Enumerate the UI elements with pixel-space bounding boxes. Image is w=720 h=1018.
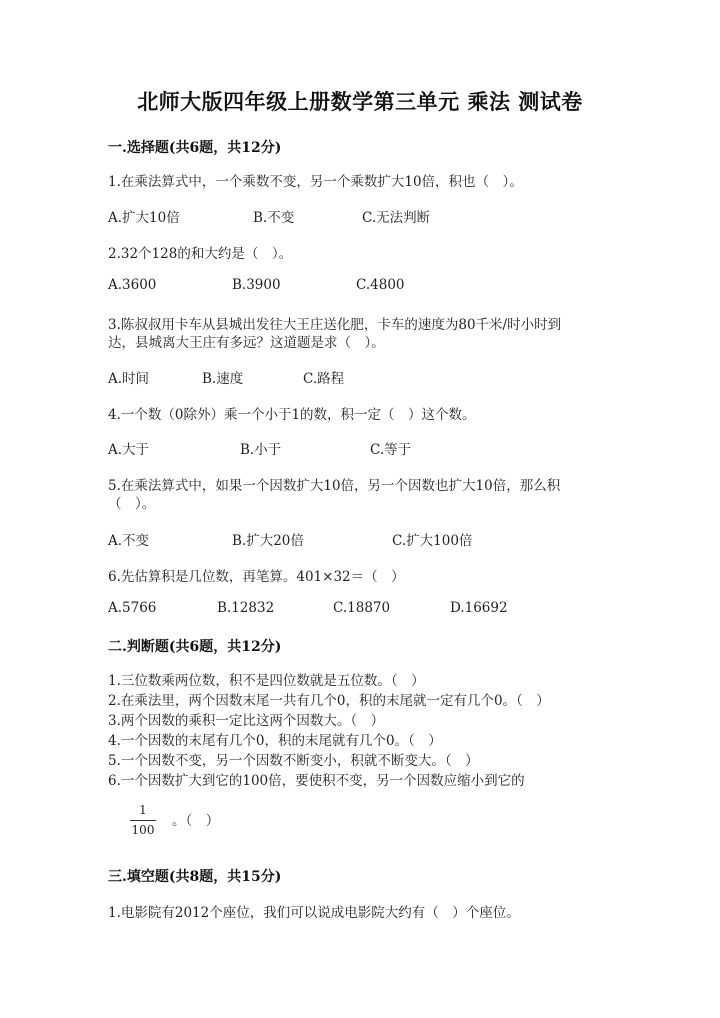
fraction-bar [130, 820, 156, 821]
question-4-option-c: C.等于 [370, 442, 412, 458]
question-5-text-line2: （ ）。 [108, 496, 156, 512]
judgement-item-6: 6.一个因数扩大到它的100倍，要使积不变，另一个因数应缩小到它的 [108, 773, 525, 789]
question-5-option-a: A.不变 [108, 533, 150, 549]
fraction-one-hundredth [130, 803, 156, 838]
question-3-text-line2: 达，县城离大王庄有多远？这道题是求（ ）。 [108, 335, 385, 351]
question-1-option-b: B.不变 [253, 210, 295, 226]
question-3-option-b: B.速度 [202, 371, 244, 387]
question-3-option-c: C.路程 [303, 371, 345, 387]
section-heading-fill-blank: 三.填空题(共8题，共15分) [108, 869, 282, 885]
question-3-option-a: A.时间 [108, 371, 150, 387]
question-2-text: 2.32个128的和大约是（ ）。 [108, 246, 293, 262]
question-1-option-a: A.扩大10倍 [108, 210, 180, 226]
question-6-option-b: B.12832 [217, 600, 275, 616]
question-6-option-d: D.16692 [450, 600, 508, 616]
judgement-item-4: 4.一个因数的末尾有几个0，积的末尾就有几个0。（ ） [108, 733, 442, 749]
question-5-option-c: C.扩大100倍 [392, 533, 473, 549]
fraction-numerator: 1 [139, 803, 147, 817]
fraction-denominator: 100 [131, 823, 155, 837]
judgement-item-1: 1.三位数乘两位数，积不是四位数就是五位数。（ ） [108, 673, 425, 689]
judgement-item-2: 2.在乘法里，两个因数末尾一共有几个0，积的末尾就一定有几个0。（ ） [108, 693, 550, 709]
question-2-option-a: A.3600 [108, 277, 157, 293]
question-1-text: 1.在乘法算式中，一个乘数不变，另一个乘数扩大10倍，积也（ ）。 [108, 174, 523, 190]
question-5-text-line1: 5.在乘法算式中，如果一个因数扩大10倍，另一个因数也扩大10倍，那么积 [108, 478, 561, 494]
section-heading-choice: 一.选择题(共6题，共12分) [108, 140, 282, 156]
question-4-option-b: B.小于 [240, 442, 282, 458]
question-4-option-a: A.大于 [108, 442, 150, 458]
question-3-text-line1: 3.陈叔叔用卡车从县城出发往大王庄送化肥，卡车的速度为80千米/时小时到 [108, 317, 562, 333]
question-1-option-c: C.无法判断 [362, 210, 431, 226]
section-heading-judgement: 二.判断题(共6题，共12分) [108, 639, 282, 655]
question-4-text: 4.一个数（0除外）乘一个小于1的数，积一定（ ）这个数。 [108, 407, 476, 423]
question-6-option-c: C.18870 [333, 600, 391, 616]
judgement-item-5: 5.一个因数不变，另一个因数不断变小，积就不断变大。（ ） [108, 753, 479, 769]
question-6-text: 6.先估算积是几位数，再笔算。401×32＝（ ） [108, 569, 405, 585]
judgement-item-3: 3.两个因数的乘积一定比这两个因数大。（ ） [108, 713, 385, 729]
question-2-option-b: B.3900 [232, 277, 281, 293]
question-6-option-a: A.5766 [108, 600, 157, 616]
judgement-item-6-answer: 。（ ） [172, 813, 220, 829]
fill-blank-question-1: 1.电影院有2012个座位，我们可以说成电影院大约有（ ）个座位。 [108, 905, 520, 921]
question-2-option-c: C.4800 [356, 277, 405, 293]
page-title: 北师大版四年级上册数学第三单元 乘法 测试卷 [137, 89, 583, 114]
question-5-option-b: B.扩大20倍 [232, 533, 304, 549]
